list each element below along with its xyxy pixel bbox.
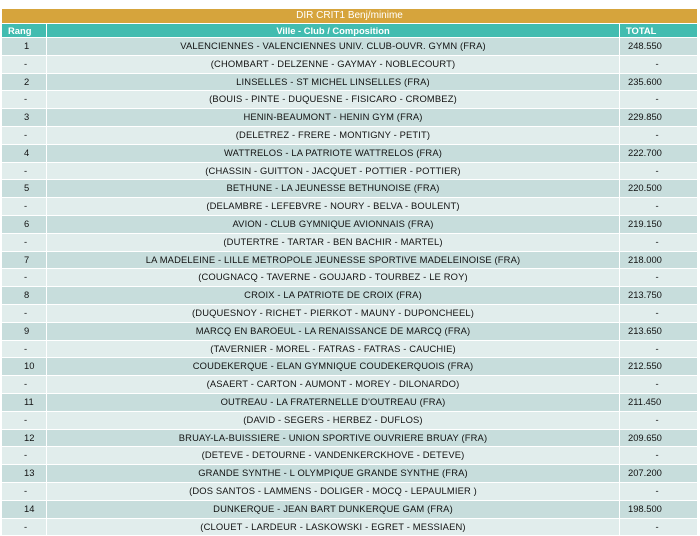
team-name-cell: DUNKERQUE - JEAN BART DUNKERQUE GAM (FRA) [47, 501, 620, 519]
composition-cell: (DOS SANTOS - LAMMENS - DOLIGER - MOCQ - LEPAULMIER ) [47, 483, 620, 501]
total-cell: 248.550 [620, 38, 698, 56]
rank-cell: 4 [2, 145, 47, 163]
composition-cell: (DELETREZ - FRERE - MONTIGNY - PETIT) [47, 127, 620, 145]
total-cell: 209.650 [620, 430, 698, 448]
rank-cell: - [2, 127, 47, 145]
composition-row [2, 305, 698, 323]
rank-cell: - [2, 56, 47, 74]
rank-cell: - [2, 376, 47, 394]
composition-row [2, 447, 698, 465]
rank-cell: 8 [2, 287, 47, 305]
composition-cell: (DUTERTRE - TARTAR - BEN BACHIR - MARTEL) [47, 234, 620, 252]
total-cell: 235.600 [620, 74, 698, 92]
rank-cell: 3 [2, 109, 47, 127]
team-name-cell: VALENCIENNES - VALENCIENNES UNIV. CLUB-OUVR. GYMN (FRA) [47, 38, 620, 56]
rank-cell: 6 [2, 216, 47, 234]
rank-cell: 11 [2, 394, 47, 412]
total-cell: 212.550 [620, 358, 698, 376]
total-cell: 219.150 [620, 216, 698, 234]
total-cell: - [620, 234, 698, 252]
team-row [2, 323, 698, 341]
team-row [2, 252, 698, 270]
total-cell: - [620, 269, 698, 287]
rank-cell: - [2, 269, 47, 287]
team-row [2, 430, 698, 448]
total-cell: 222.700 [620, 145, 698, 163]
team-name-cell: BRUAY-LA-BUISSIERE - UNION SPORTIVE OUVRIERE BRUAY (FRA) [47, 430, 620, 448]
rank-cell: - [2, 91, 47, 109]
team-name-cell: BETHUNE - LA JEUNESSE BETHUNOISE (FRA) [47, 180, 620, 198]
rank-cell: - [2, 483, 47, 501]
header-total: TOTAL [620, 24, 698, 38]
team-name-cell: LA MADELEINE - LILLE METROPOLE JEUNESSE SPORTIVE MADELEINOISE (FRA) [47, 252, 620, 270]
rank-cell: 2 [2, 74, 47, 92]
rank-cell: - [2, 412, 47, 430]
rank-cell: 10 [2, 358, 47, 376]
composition-row [2, 376, 698, 394]
team-name-cell: CROIX - LA PATRIOTE DE CROIX (FRA) [47, 287, 620, 305]
composition-row [2, 198, 698, 216]
composition-cell: (CLOUET - LARDEUR - LASKOWSKI - EGRET - MESSIAEN) [47, 519, 620, 536]
table-title: DIR CRIT1 Benj/minime [2, 9, 698, 24]
composition-cell: (BOUIS - PINTE - DUQUESNE - FISICARO - CROMBEZ) [47, 91, 620, 109]
rank-cell: 7 [2, 252, 47, 270]
team-row [2, 216, 698, 234]
composition-row [2, 341, 698, 359]
total-cell: - [620, 376, 698, 394]
team-name-cell: HENIN-BEAUMONT - HENIN GYM (FRA) [47, 109, 620, 127]
team-name-cell: AVION - CLUB GYMNIQUE AVIONNAIS (FRA) [47, 216, 620, 234]
team-name-cell: LINSELLES - ST MICHEL LINSELLES (FRA) [47, 74, 620, 92]
rank-cell: 1 [2, 38, 47, 56]
team-name-cell: OUTREAU - LA FRATERNELLE D'OUTREAU (FRA) [47, 394, 620, 412]
composition-cell: (CHOMBART - DELZENNE - GAYMAY - NOBLECOURT) [47, 56, 620, 74]
composition-cell: (DETEVE - DETOURNE - VANDENKERCKHOVE - DETEVE) [47, 447, 620, 465]
results-table [2, 9, 698, 536]
rank-cell: - [2, 305, 47, 323]
composition-cell: (TAVERNIER - MOREL - FATRAS - FATRAS - CAUCHIE) [47, 341, 620, 359]
composition-row [2, 234, 698, 252]
total-cell: - [620, 341, 698, 359]
rank-cell: 13 [2, 465, 47, 483]
rank-cell: 9 [2, 323, 47, 341]
total-cell: 213.650 [620, 323, 698, 341]
team-row [2, 145, 698, 163]
composition-cell: (DELAMBRE - LEFEBVRE - NOURY - BELVA - BOULENT) [47, 198, 620, 216]
composition-row [2, 56, 698, 74]
total-cell: 198.500 [620, 501, 698, 519]
composition-cell: (COUGNACQ - TAVERNE - GOUJARD - TOURBEZ - LE ROY) [47, 269, 620, 287]
rank-cell: 12 [2, 430, 47, 448]
total-cell: - [620, 127, 698, 145]
rank-cell: - [2, 234, 47, 252]
rank-cell: - [2, 341, 47, 359]
composition-cell: (ASAERT - CARTON - AUMONT - MOREY - DILONARDO) [47, 376, 620, 394]
total-cell: 211.450 [620, 394, 698, 412]
results-body [2, 38, 698, 536]
composition-row [2, 127, 698, 145]
team-row [2, 38, 698, 56]
rank-cell: - [2, 519, 47, 536]
team-name-cell: COUDEKERQUE - ELAN GYMNIQUE COUDEKERQUOIS (FRA) [47, 358, 620, 376]
total-cell: - [620, 198, 698, 216]
rank-cell: - [2, 198, 47, 216]
header-team: Ville - Club / Composition [47, 24, 620, 38]
composition-row [2, 483, 698, 501]
team-row [2, 287, 698, 305]
composition-row [2, 163, 698, 181]
team-row [2, 465, 698, 483]
total-cell: 207.200 [620, 465, 698, 483]
header-rank: Rang [2, 24, 47, 38]
composition-row [2, 269, 698, 287]
total-cell: 213.750 [620, 287, 698, 305]
title-row [2, 9, 698, 24]
team-name-cell: WATTRELOS - LA PATRIOTE WATTRELOS (FRA) [47, 145, 620, 163]
team-row [2, 394, 698, 412]
team-row [2, 74, 698, 92]
total-cell: 218.000 [620, 252, 698, 270]
team-row [2, 358, 698, 376]
composition-cell: (DAVID - SEGERS - HERBEZ - DUFLOS) [47, 412, 620, 430]
total-cell: - [620, 483, 698, 501]
total-cell: 220.500 [620, 180, 698, 198]
team-name-cell: GRANDE SYNTHE - L OLYMPIQUE GRANDE SYNTHE (FRA) [47, 465, 620, 483]
composition-row [2, 519, 698, 536]
total-cell: - [620, 447, 698, 465]
team-row [2, 180, 698, 198]
composition-row [2, 412, 698, 430]
total-cell: 229.850 [620, 109, 698, 127]
total-cell: - [620, 91, 698, 109]
rank-cell: - [2, 447, 47, 465]
total-cell: - [620, 163, 698, 181]
rank-cell: - [2, 163, 47, 181]
total-cell: - [620, 412, 698, 430]
rank-cell: 14 [2, 501, 47, 519]
composition-row [2, 91, 698, 109]
team-row [2, 109, 698, 127]
composition-cell: (CHASSIN - GUITTON - JACQUET - POTTIER - POTTIER) [47, 163, 620, 181]
header-row [2, 24, 698, 38]
total-cell: - [620, 519, 698, 536]
team-row [2, 501, 698, 519]
total-cell: - [620, 305, 698, 323]
composition-cell: (DUQUESNOY - RICHET - PIERKOT - MAUNY - DUPONCHEEL) [47, 305, 620, 323]
rank-cell: 5 [2, 180, 47, 198]
total-cell: - [620, 56, 698, 74]
team-name-cell: MARCQ EN BAROEUL - LA RENAISSANCE DE MARCQ (FRA) [47, 323, 620, 341]
